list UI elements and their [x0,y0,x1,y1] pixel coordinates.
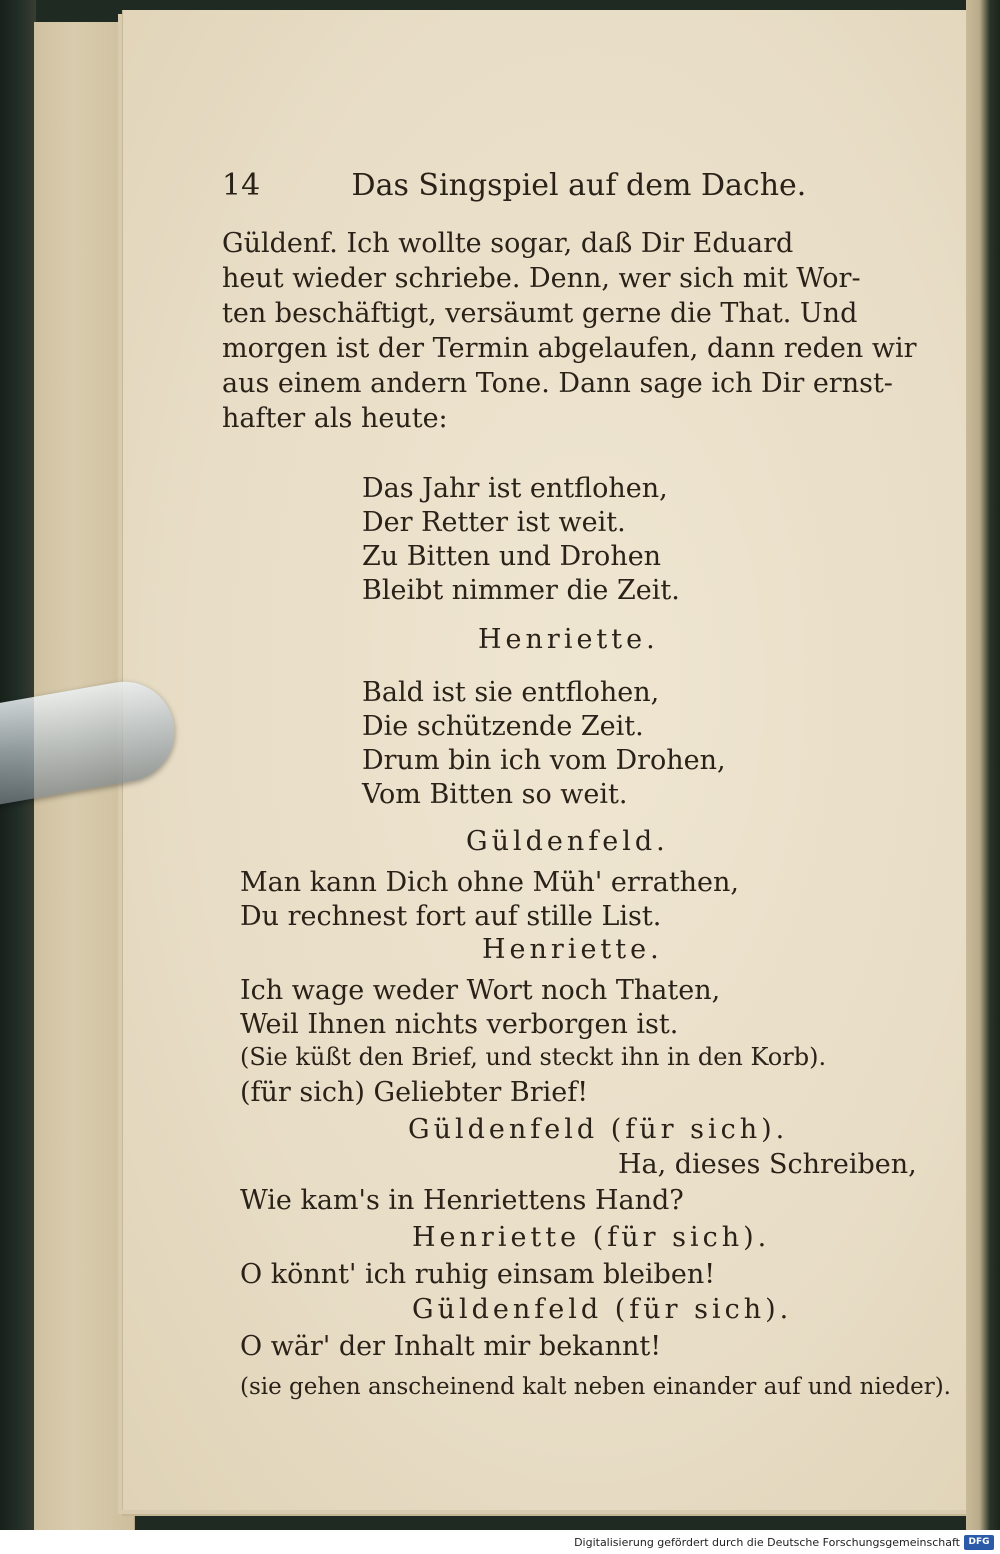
line-o-koennt: O könnt' ich ruhig einsam bleiben! [240,1259,716,1290]
verse-line: Weil Ihnen nichts verborgen ist. [240,1009,679,1040]
verse-line: Vom Bitten so weit. [362,779,628,810]
line-wie-kams: Wie kam's in Henriettens Hand? [240,1185,684,1216]
verse-line: Du rechnest fort auf stille List. [240,901,662,932]
text-line: ten beschäftigt, versäumt gerne die That. Und [222,298,858,329]
line-ha-dieses-schreiben: Ha, dieses Schreiben, [618,1149,917,1180]
verse-line: Drum bin ich vom Drohen, [362,745,726,776]
text-line: heut wieder schriebe. Denn, wer sich mit Wor- [222,263,861,294]
page-edges-right [966,0,1000,1554]
verse-line: Bleibt nimmer die Zeit. [362,575,680,606]
running-header [222,168,806,203]
verse-line: Die schützende Zeit. [362,711,644,742]
footer-bar [0,1530,1000,1554]
dfg-logo: DFG [964,1535,994,1550]
verse-stanza-2 [362,676,726,812]
text-line: Güldenf. Ich wollte sogar, daß Dir Eduard [222,228,794,259]
verse-line: Ich wage weder Wort noch Thaten, [240,975,721,1006]
text-line: hafter als heute: [222,403,448,434]
verse-line: Man kann Dich ohne Müh' errathen, [240,867,740,898]
verse-line: Der Retter ist weit. [362,507,626,538]
stage-direction-aside: (für sich) Geliebter Brief! [240,1077,589,1108]
speaker-henriette: Henriette. [478,624,659,655]
verse-line: Das Jahr ist entflohen, [362,473,668,504]
text-line: morgen ist der Termin abgelaufen, dann reden wir [222,333,917,364]
speaker-gueldenfeld-aside-2: Güldenfeld (für sich). [412,1294,793,1325]
speaker-gueldenfeld: Güldenfeld. [466,826,669,857]
stage-direction-kiss: (Sie küßt den Brief, und steckt ihn in den Korb). [240,1043,827,1071]
speaker-gueldenfeld-aside: Güldenfeld (für sich). [408,1114,789,1145]
verse-stanza-4 [240,974,720,1042]
verse-stanza-1 [362,472,680,608]
paragraph-gueldenfeld [222,226,917,436]
running-title: Das Singspiel auf dem Dache. [351,168,807,203]
verse-line: Zu Bitten und Drohen [362,541,662,572]
line-o-waer: O wär' der Inhalt mir bekannt! [240,1331,662,1362]
text-line: aus einem andern Tone. Dann sage ich Dir ernst- [222,368,893,399]
speaker-henriette-2: Henriette. [482,934,663,965]
speaker-henriette-aside: Henriette (für sich). [412,1222,771,1253]
stage-direction-exit: (sie gehen anscheinend kalt neben einander auf und nieder). [240,1374,951,1400]
verse-line: Bald ist sie entflohen, [362,677,660,708]
footer-credit: Digitalisierung gefördert durch die Deutsche Forschungsgemeinschaft [574,1536,960,1549]
verse-stanza-3 [240,866,739,934]
page-number: 14 [222,168,261,203]
